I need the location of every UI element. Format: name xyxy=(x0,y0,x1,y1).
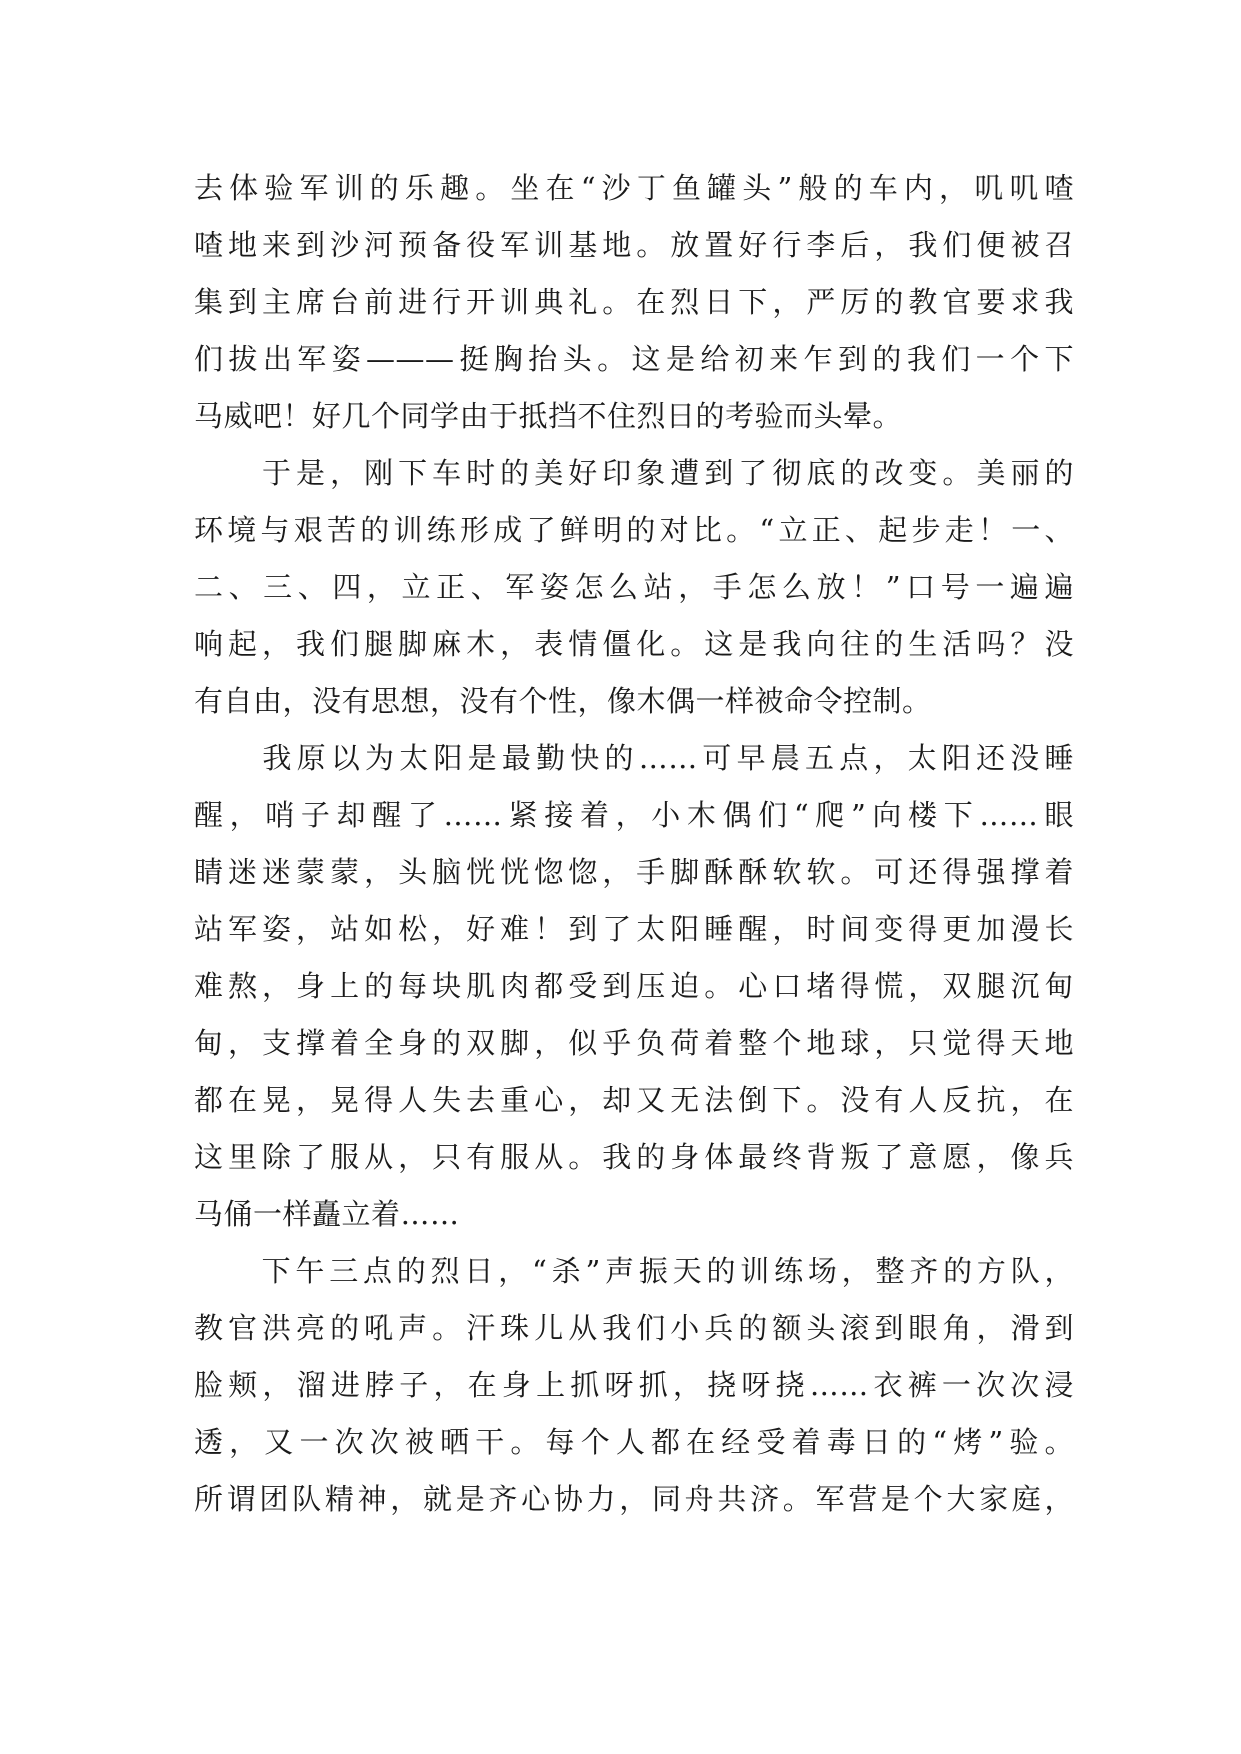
text-line: 二、三、四，立正、军姿怎么站，手怎么放！”口号一遍遍 xyxy=(194,570,1074,604)
text-line: 于是，刚下车时的美好印象遭到了彻底的改变。美丽的 xyxy=(194,456,1074,490)
text-line: 集到主席台前进行开训典礼。在烈日下，严厉的教官要求我 xyxy=(194,285,1074,319)
paragraph-2 xyxy=(194,445,1074,730)
text-line: 有自由，没有思想，没有个性，像木偶一样被命令控制。 xyxy=(194,684,932,718)
text-line: 甸，支撑着全身的双脚，似乎负荷着整个地球，只觉得天地 xyxy=(194,1026,1074,1060)
text-line: 马威吧！好几个同学由于抵挡不住烈日的考验而头晕。 xyxy=(194,399,903,433)
text-line: 这里除了服从，只有服从。我的身体最终背叛了意愿，像兵 xyxy=(194,1140,1074,1174)
text-line: 所谓团队精神，就是齐心协力，同舟共济。军营是个大家庭， xyxy=(194,1482,1074,1516)
text-line: 难熬，身上的每块肌肉都受到压迫。心口堵得慌，双腿沉甸 xyxy=(194,969,1074,1003)
text-line: 我原以为太阳是最勤快的……可早晨五点，太阳还没睡 xyxy=(194,741,1074,775)
text-line: 下午三点的烈日，“杀”声振天的训练场，整齐的方队， xyxy=(194,1254,1074,1288)
text-line: 都在晃，晃得人失去重心，却又无法倒下。没有人反抗，在 xyxy=(194,1083,1074,1117)
text-line: 站军姿，站如松，好难！到了太阳睡醒，时间变得更加漫长 xyxy=(194,912,1074,946)
essay-body xyxy=(194,160,1074,1528)
text-line: 响起，我们腿脚麻木，表情僵化。这是我向往的生活吗？没 xyxy=(194,627,1074,661)
text-line: 透，又一次次被晒干。每个人都在经受着毒日的“烤”验。 xyxy=(194,1425,1074,1459)
text-line: 脸颊，溜进脖子，在身上抓呀抓，挠呀挠……衣裤一次次浸 xyxy=(194,1368,1074,1402)
text-line: 环境与艰苦的训练形成了鲜明的对比。“立正、起步走！一、 xyxy=(194,513,1074,547)
paragraph-4 xyxy=(194,1243,1074,1528)
text-line: 去体验军训的乐趣。坐在“沙丁鱼罐头”般的车内，叽叽喳 xyxy=(194,171,1074,205)
paragraph-1 xyxy=(194,160,1074,445)
text-line: 们拔出军姿———挺胸抬头。这是给初来乍到的我们一个下 xyxy=(194,342,1074,376)
paragraph-3 xyxy=(194,730,1074,1243)
text-line: 醒，哨子却醒了……紧接着，小木偶们“爬”向楼下……眼 xyxy=(194,798,1074,832)
text-line: 喳地来到沙河预备役军训基地。放置好行李后，我们便被召 xyxy=(194,228,1074,262)
text-line: 睛迷迷蒙蒙，头脑恍恍惚惚，手脚酥酥软软。可还得强撑着 xyxy=(194,855,1074,889)
text-line: 教官洪亮的吼声。汗珠儿从我们小兵的额头滚到眼角，滑到 xyxy=(194,1311,1074,1345)
text-line: 马俑一样矗立着…… xyxy=(194,1197,460,1231)
